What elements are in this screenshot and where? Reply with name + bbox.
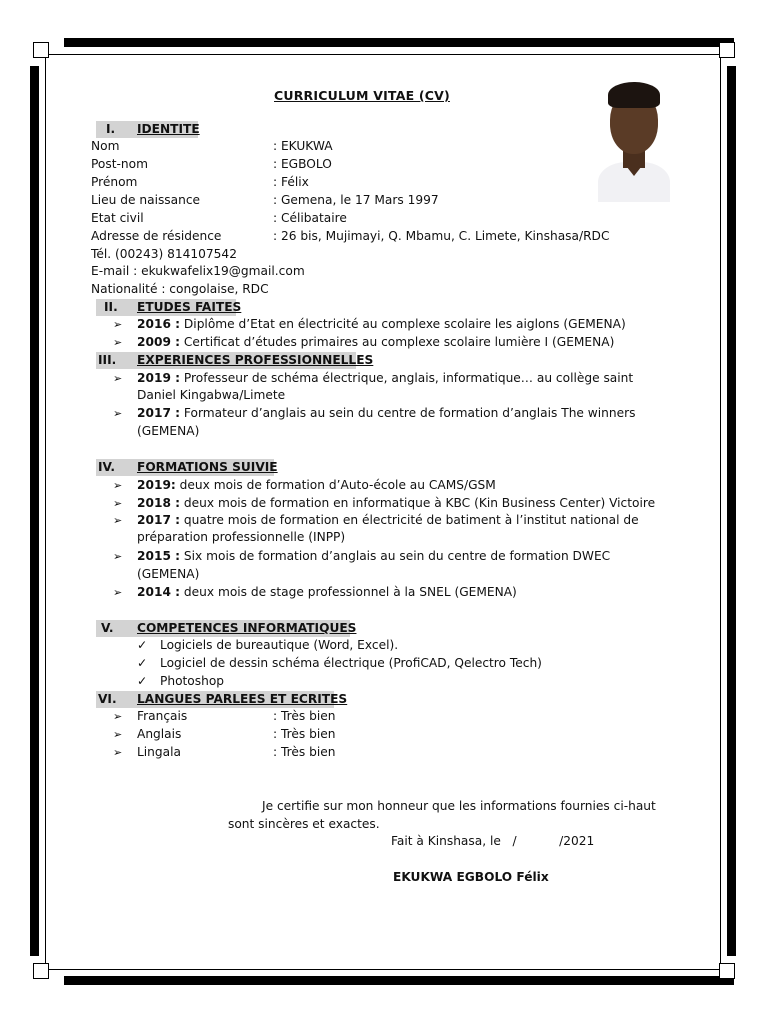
identite-label: Post-nom: [91, 157, 148, 171]
language-name: Lingala: [137, 745, 181, 759]
arrow-bullet-icon: ➢: [113, 550, 123, 563]
section-title: EXPERIENCES PROFESSIONNELLES: [137, 353, 374, 367]
identite-label: Nom: [91, 139, 120, 153]
signature-name: EKUKWA EGBOLO Félix: [393, 870, 549, 884]
item-text: Six mois de formation d’anglais au sein du centre de formation DWEC: [180, 549, 611, 563]
item-text: deux mois de stage professionnel à la SNEL (GEMENA): [180, 585, 517, 599]
item-continuation: (GEMENA): [137, 424, 200, 438]
identite-label: Etat civil: [91, 211, 144, 225]
language-name: Français: [137, 709, 188, 723]
check-icon: ✓: [137, 656, 148, 670]
section-title: IDENTITE: [137, 122, 200, 136]
item-text: Diplôme d’Etat en électricité au complexe scolaire les aiglons (GEMENA): [180, 317, 626, 331]
item-text: deux mois de formation d’Auto-école au CAMS/GSM: [175, 478, 496, 492]
list-item: [137, 477, 496, 494]
cv-title: CURRICULUM VITAE (CV): [274, 88, 450, 103]
arrow-bullet-icon: ➢: [113, 710, 123, 723]
language-level: : Très bien: [273, 709, 336, 723]
arrow-bullet-icon: ➢: [113, 372, 123, 385]
section-title: LANGUES PARLEES ET ECRITES: [137, 692, 348, 706]
item-year: 2017 :: [137, 513, 181, 527]
section-title: COMPETENCES INFORMATIQUES: [137, 621, 357, 635]
item-text: deux mois de formation en informatique à KBC (Kin Business Center) Victoire: [180, 496, 656, 510]
list-item: [137, 584, 517, 601]
item-text: Professeur de schéma électrique, anglais, informatique… au collège saint: [180, 371, 634, 385]
item-text: quatre mois de formation en électricité de batiment à l’institut national de: [180, 513, 639, 527]
section-heading-etudes: [96, 299, 242, 316]
arrow-bullet-icon: ➢: [113, 497, 123, 510]
identite-value: : EGBOLO: [273, 157, 332, 171]
section-number: VI.: [98, 692, 117, 706]
item-continuation: Daniel Kingabwa/Limete: [137, 388, 286, 402]
section-heading-formations: [96, 459, 278, 476]
item-year: 2014 :: [137, 585, 181, 599]
section-number: IV.: [98, 460, 116, 474]
item-continuation: (GEMENA): [137, 567, 200, 581]
arrow-bullet-icon: ➢: [113, 479, 123, 492]
language-name: Anglais: [137, 727, 182, 741]
section-heading-competences: [96, 620, 357, 637]
competence-item: Logiciel de dessin schéma électrique (ProfiCAD, Qelectro Tech): [160, 656, 542, 670]
section-number: V.: [101, 621, 114, 635]
competence-item: Photoshop: [160, 674, 225, 688]
arrow-bullet-icon: ➢: [113, 407, 123, 420]
arrow-bullet-icon: ➢: [113, 336, 123, 349]
section-number: III.: [98, 353, 117, 367]
list-item: [137, 512, 639, 529]
item-year: 2017 :: [137, 406, 181, 420]
arrow-bullet-icon: ➢: [113, 728, 123, 741]
item-year: 2015 :: [137, 549, 181, 563]
section-heading-identite: [96, 121, 198, 138]
list-item: [137, 405, 635, 422]
telephone: Tél. (00243) 814107542: [91, 247, 237, 261]
identite-value: : Félix: [273, 175, 309, 189]
certification-line-1: Je certifie sur mon honneur que les informations fournies ci-haut: [262, 799, 656, 813]
identite-value: : EKUKWA: [273, 139, 333, 153]
list-item: [137, 334, 614, 351]
section-title: ETUDES FAITES: [137, 300, 242, 314]
list-item: [137, 316, 626, 333]
section-heading-langues: [96, 691, 348, 708]
item-continuation: préparation professionnelle (INPP): [137, 530, 346, 544]
item-year: 2009 :: [137, 335, 181, 349]
item-year: 2018 :: [137, 496, 181, 510]
list-item: [137, 548, 610, 565]
section-heading-experiences: [96, 352, 374, 369]
arrow-bullet-icon: ➢: [113, 746, 123, 759]
identite-value: : Gemena, le 17 Mars 1997: [273, 193, 439, 207]
check-icon: ✓: [137, 674, 148, 688]
item-text: Formateur d’anglais au sein du centre de formation d’anglais The winners: [180, 406, 636, 420]
list-item: [137, 370, 633, 387]
identite-label: Lieu de naissance: [91, 193, 201, 207]
section-title: FORMATIONS SUIVIE: [137, 460, 278, 474]
check-icon: ✓: [137, 638, 148, 652]
email: E-mail : ekukwafelix19@gmail.com: [91, 264, 305, 278]
section-number: I.: [106, 122, 116, 136]
arrow-bullet-icon: ➢: [113, 318, 123, 331]
language-level: : Très bien: [273, 727, 336, 741]
certification-line-2: sont sincères et exactes.: [228, 817, 380, 831]
item-year: 2016 :: [137, 317, 181, 331]
competence-item: Logiciels de bureautique (Word, Excel).: [160, 638, 399, 652]
identite-label: Adresse de résidence: [91, 229, 222, 243]
item-text: Certificat d’études primaires au complexe scolaire lumière I (GEMENA): [180, 335, 615, 349]
item-year: 2019 :: [137, 371, 181, 385]
list-item: [137, 495, 655, 512]
identite-value: : 26 bis, Mujimayi, Q. Mbamu, C. Limete, Kinshasa/RDC: [273, 229, 610, 243]
arrow-bullet-icon: ➢: [113, 586, 123, 599]
language-level: : Très bien: [273, 745, 336, 759]
section-number: II.: [104, 300, 118, 314]
place-date: Fait à Kinshasa, le / /2021: [391, 834, 595, 848]
identite-label: Prénom: [91, 175, 138, 189]
identite-value: : Célibataire: [273, 211, 347, 225]
arrow-bullet-icon: ➢: [113, 514, 123, 527]
item-year: 2019:: [137, 478, 176, 492]
nationalite: Nationalité : congolaise, RDC: [91, 282, 269, 296]
